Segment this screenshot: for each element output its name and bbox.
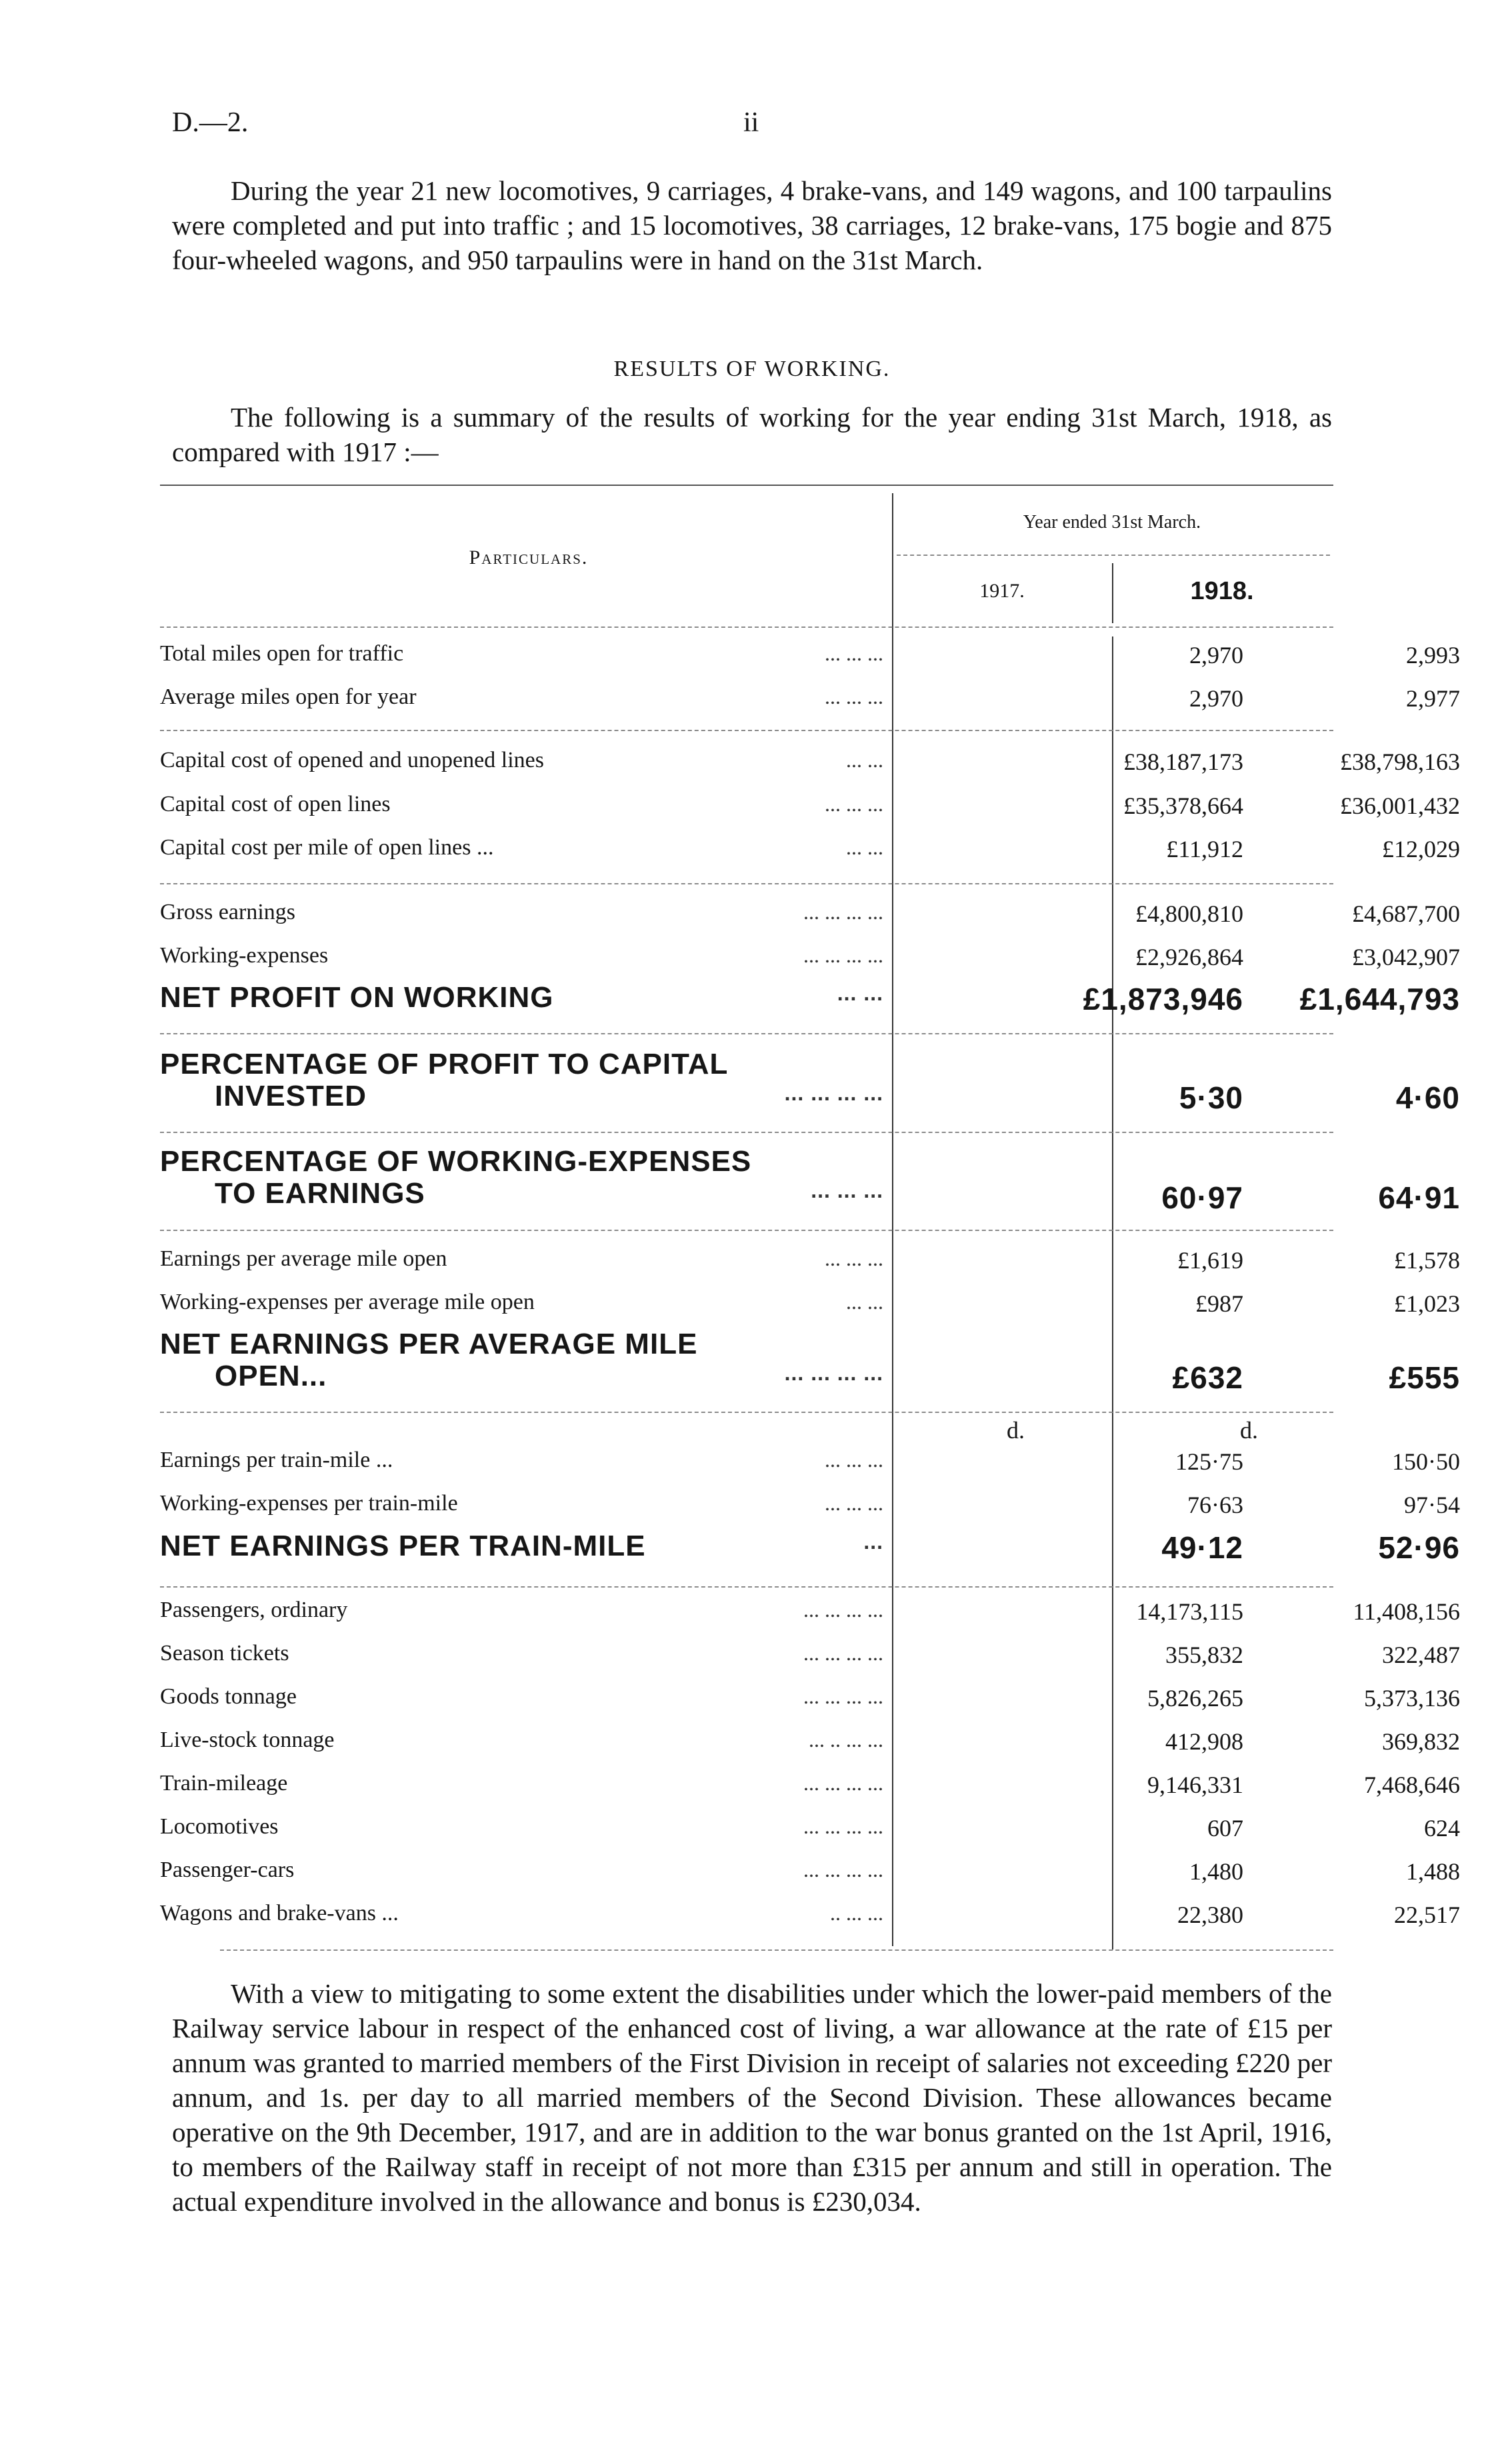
value-1917: 412,908 [1165, 1728, 1243, 1755]
group-rule [160, 1230, 1333, 1231]
leader-dots: ... ... ... [811, 1178, 883, 1202]
value-1918: £4,687,700 [1352, 900, 1460, 927]
group-rule [160, 1033, 1333, 1034]
table-top-rule [160, 485, 1333, 486]
value-1917: 60·97 [1161, 1180, 1243, 1215]
value-1917: 607 [1207, 1815, 1243, 1842]
row-label: Earnings per train-mile ... [160, 1448, 393, 1472]
value-1917: 76·63 [1187, 1492, 1243, 1518]
row-label: PERCENTAGE OF WORKING-EXPENSES [160, 1145, 752, 1178]
row-label: Total miles open for traffic [160, 641, 404, 666]
row-label: Working-expenses per average mile open [160, 1290, 535, 1314]
value-1918: £3,042,907 [1352, 944, 1460, 970]
header-sub-rule [897, 555, 1330, 556]
group-rule [160, 1586, 1333, 1588]
header-1917: 1917. [979, 580, 1025, 602]
row-label-continued: OPEN... [215, 1360, 327, 1392]
leader-dots: ... ... ... [825, 792, 883, 816]
header-1918: 1918. [1190, 577, 1254, 605]
leader-dots: .. ... ... [830, 1901, 883, 1925]
leader-dots: ... ... ... ... [803, 1857, 883, 1881]
value-1917: £987 [1195, 1290, 1243, 1317]
value-1917: £11,912 [1166, 836, 1243, 862]
value-1917: 2,970 [1189, 642, 1243, 668]
leader-dots: ... [863, 1530, 883, 1554]
header-particulars: Particulars. [469, 547, 589, 569]
row-label: Gross earnings [160, 900, 296, 924]
leader-dots: ... ... ... ... [784, 1361, 883, 1385]
row-label: Working-expenses per train-mile [160, 1491, 458, 1516]
value-1917: 5,826,265 [1147, 1685, 1243, 1712]
pence-unit-1918: d. [1240, 1417, 1258, 1444]
value-1917: 14,173,115 [1136, 1598, 1243, 1625]
value-1918: £1,578 [1394, 1247, 1460, 1274]
row-label-continued: TO EARNINGS [215, 1177, 425, 1210]
value-1918: 22,517 [1394, 1901, 1460, 1928]
value-1918: £555 [1389, 1360, 1460, 1395]
value-1918: 150·50 [1392, 1448, 1460, 1475]
value-1918: 1,488 [1406, 1858, 1460, 1885]
row-label: NET EARNINGS PER TRAIN-MILE [160, 1530, 646, 1562]
value-1917: £35,378,664 [1123, 792, 1243, 819]
value-1917: £4,800,810 [1135, 900, 1243, 927]
document-reference: D.—2. [172, 107, 249, 138]
group-rule [160, 626, 1333, 628]
value-1917: £1,619 [1177, 1247, 1243, 1274]
value-1918: 11,408,156 [1353, 1598, 1460, 1625]
group-rule [160, 730, 1333, 731]
value-1917: 1,480 [1189, 1858, 1243, 1885]
value-1918: 52·96 [1378, 1530, 1460, 1565]
group-rule [160, 1132, 1333, 1133]
leader-dots: ... ... ... ... [803, 943, 883, 967]
row-label: Passenger-cars [160, 1857, 295, 1882]
value-1917: 9,146,331 [1147, 1772, 1243, 1798]
leader-dots: ... .. ... ... [809, 1728, 883, 1752]
leader-dots: ... ... [846, 748, 883, 772]
row-label: Capital cost per mile of open lines ... [160, 835, 494, 860]
summary-intro-paragraph: The following is a summary of the results of working for the year ending 31st March, 1918, as compared with 1917 :— [172, 402, 1332, 467]
table-bottom-rule [220, 1949, 1333, 1951]
row-label: PERCENTAGE OF PROFIT TO CAPITAL [160, 1048, 729, 1080]
row-label-continued: INVESTED [215, 1080, 367, 1112]
row-label: Wagons and brake-vans ... [160, 1901, 399, 1925]
value-1918: 624 [1424, 1815, 1460, 1842]
value-1917: 125·75 [1175, 1448, 1243, 1475]
leader-dots: ... ... [846, 835, 883, 859]
row-label: Season tickets [160, 1641, 289, 1666]
page-number: ii [743, 107, 759, 138]
value-1917: 355,832 [1165, 1642, 1243, 1668]
value-1918: 5,373,136 [1364, 1685, 1460, 1712]
leader-dots: ... ... ... ... [784, 1081, 883, 1105]
leader-dots: ... ... ... [825, 1448, 883, 1472]
value-1918: £12,029 [1382, 836, 1460, 862]
value-1918: £38,798,163 [1340, 748, 1460, 775]
value-1918: 7,468,646 [1364, 1772, 1460, 1798]
row-label: Capital cost of open lines [160, 792, 391, 816]
value-1918: 4·60 [1395, 1080, 1460, 1115]
section-title: RESULTS OF WORKING. [613, 357, 891, 381]
value-1918: £36,001,432 [1340, 792, 1460, 819]
leader-dots: ... ... ... [825, 1246, 883, 1270]
leader-dots: ... ... ... [825, 1491, 883, 1515]
leader-dots: ... ... ... ... [803, 1641, 883, 1665]
header-year-group: Year ended 31st March. [1023, 512, 1201, 533]
value-1917: 49·12 [1161, 1530, 1243, 1565]
leader-dots: ... ... ... ... [803, 1771, 883, 1795]
row-label: Average miles open for year [160, 684, 417, 709]
rolling-stock-paragraph: During the year 21 new locomotives, 9 carriages, 4 brake-vans, and 149 wagons, and 100 tarpaulins were completed and put into traffic ; and 15 locomotives, 38 carriages, 12 brake-vans, 175 bogie and 875 four-wheeled wagons, and 950 tarpaulins were in hand on the 31st March. [172, 175, 1332, 275]
row-label: NET PROFIT ON WORKING [160, 981, 554, 1014]
value-1917: £38,187,173 [1123, 748, 1243, 775]
value-1917: £632 [1172, 1360, 1243, 1395]
war-allowance-paragraph: With a view to mitigating to some extent the disabilities under which the lower-paid members of the Railway service labour in respect of the enhanced cost of living, a war allowance at the rate of £15 per annum was granted to married members of the First Division in receipt of salaries not exceeding £220 per annum, and 1s. per day to all married members of the Second Division. These allowances became operative on the 9th December, 1917, and are in addition to the war bonus granted on the 1st April, 1916, to members of the Railway staff in receipt of not more than £315 per annum and still in operation. The actual expenditure involved in the allowance and bonus is £230,034. [172, 1978, 1332, 2217]
column-divider-2a [1112, 563, 1113, 623]
leader-dots: ... ... ... ... [803, 1598, 883, 1622]
value-1918: 97·54 [1404, 1492, 1460, 1518]
value-1918: 369,832 [1382, 1728, 1460, 1755]
pence-unit-1917: d. [1007, 1417, 1025, 1444]
value-1917: 22,380 [1177, 1901, 1243, 1928]
leader-dots: ... ... ... [825, 684, 883, 708]
row-label: Goods tonnage [160, 1684, 297, 1709]
value-1918: £1,644,793 [1299, 982, 1460, 1016]
value-1917: 5·30 [1179, 1080, 1243, 1115]
value-1918: 64·91 [1378, 1180, 1460, 1215]
row-label: Train-mileage [160, 1771, 288, 1796]
row-label: Earnings per average mile open [160, 1246, 447, 1271]
group-rule [160, 883, 1333, 884]
leader-dots: ... ... [846, 1290, 883, 1314]
leader-dots: ... ... [837, 981, 883, 1005]
value-1918: 322,487 [1382, 1642, 1460, 1668]
leader-dots: ... ... ... ... [803, 1684, 883, 1708]
row-label: NET EARNINGS PER AVERAGE MILE [160, 1328, 698, 1360]
value-1917: £1,873,946 [1083, 982, 1243, 1016]
group-rule [160, 1412, 1333, 1413]
value-1917: £2,926,864 [1135, 944, 1243, 970]
row-label: Locomotives [160, 1814, 279, 1839]
value-1918: 2,993 [1406, 642, 1460, 668]
leader-dots: ... ... ... ... [803, 900, 883, 924]
leader-dots: ... ... ... [825, 641, 883, 665]
row-label: Passengers, ordinary [160, 1598, 348, 1622]
value-1918: £1,023 [1394, 1290, 1460, 1317]
value-1918: 2,977 [1406, 685, 1460, 712]
value-1917: 2,970 [1189, 685, 1243, 712]
row-label: Working-expenses [160, 943, 329, 968]
row-label: Capital cost of opened and unopened lines [160, 748, 544, 772]
leader-dots: ... ... ... ... [803, 1814, 883, 1838]
row-label: Live-stock tonnage [160, 1728, 335, 1752]
